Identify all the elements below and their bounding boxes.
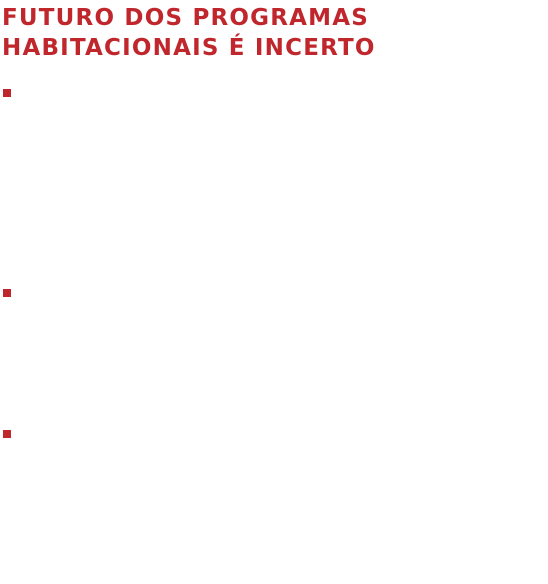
headline-line-2: HABITACIONAIS É INCERTO bbox=[2, 35, 376, 61]
headline bbox=[2, 3, 376, 63]
square-bullet-icon bbox=[3, 289, 11, 297]
headline-line-1: FUTURO DOS PROGRAMAS bbox=[2, 5, 370, 31]
square-bullet-icon bbox=[3, 430, 11, 438]
square-bullet-icon bbox=[3, 89, 11, 97]
